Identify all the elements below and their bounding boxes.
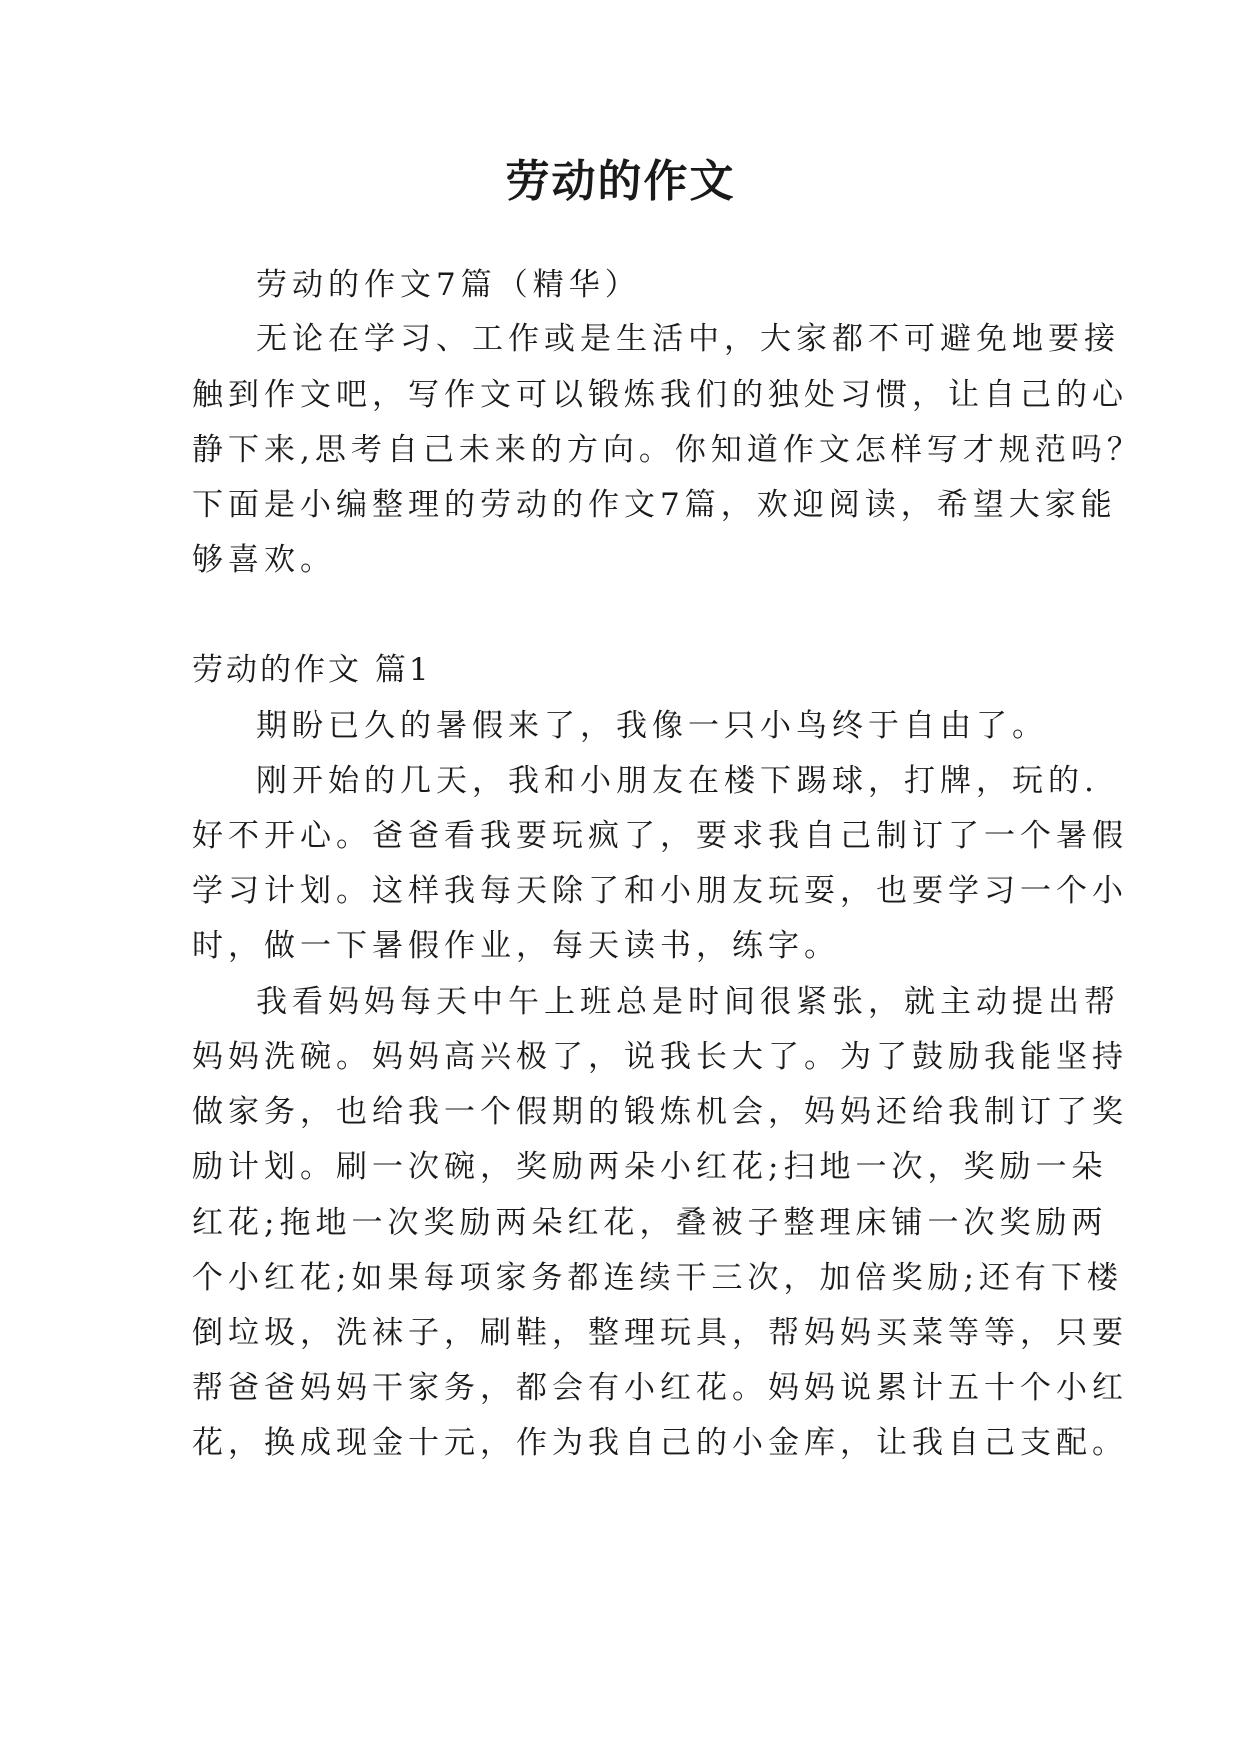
body-paragraph-line: 妈妈洗碗。妈妈高兴极了，说我长大了。为了鼓励我能坚持 xyxy=(192,1039,1128,1075)
body-paragraph-line: 学习计划。这样我每天除了和小朋友玩耍，也要学习一个小 xyxy=(192,873,1128,909)
body-paragraph-line: 时，做一下暑假作业，每天读书，练字。 xyxy=(192,928,840,964)
body-paragraph-line: 个小红花;如果每项家务都连续干三次，加倍奖励;还有下楼 xyxy=(192,1260,1123,1296)
document-title: 劳动的作文 xyxy=(505,156,736,207)
intro-paragraph-line: 无论在学习、工作或是生活中，大家都不可避免地要接 xyxy=(256,321,1120,357)
intro-paragraph-line: 静下来,思考自己未来的方向。你知道作文怎样写才规范吗？ xyxy=(192,432,1143,468)
intro-subtitle: 劳动的作文7篇（精华） xyxy=(256,267,641,303)
body-paragraph-line: 励计划。刷一次碗，奖励两朵小红花;扫地一次，奖励一朵 xyxy=(192,1149,1108,1185)
intro-paragraph-line: 触到作文吧，写作文可以锻炼我们的独处习惯，让自己的心 xyxy=(192,377,1128,413)
body-paragraph-line: 帮爸爸妈妈干家务，都会有小红花。妈妈说累计五十个小红 xyxy=(192,1370,1128,1406)
body-paragraph-line: 花，换成现金十元，作为我自己的小金库，让我自己支配。 xyxy=(192,1425,1128,1461)
body-paragraph-line: 做家务，也给我一个假期的锻炼机会，妈妈还给我制订了奖 xyxy=(192,1094,1128,1130)
body-paragraph-line: 好不开心。爸爸看我要玩疯了，要求我自己制订了一个暑假 xyxy=(192,818,1128,854)
intro-paragraph-line: 下面是小编整理的劳动的作文7篇，欢迎阅读，希望大家能 xyxy=(192,487,1117,523)
body-paragraph-line: 我看妈妈每天中午上班总是时间很紧张，就主动提出帮 xyxy=(256,984,1120,1020)
body-paragraph-line: 红花;拖地一次奖励两朵红花，叠被子整理床铺一次奖励两 xyxy=(192,1205,1108,1241)
body-paragraph-line: 期盼已久的暑假来了，我像一只小鸟终于自由了。 xyxy=(256,708,1048,744)
section-heading: 劳动的作文 篇1 xyxy=(192,652,432,688)
intro-paragraph-line: 够喜欢。 xyxy=(192,542,336,578)
body-paragraph-line: 刚开始的几天，我和小朋友在楼下踢球，打牌，玩的. xyxy=(256,763,1099,799)
body-paragraph-line: 倒垃圾，洗袜子，刷鞋，整理玩具，帮妈妈买菜等等，只要 xyxy=(192,1315,1128,1351)
